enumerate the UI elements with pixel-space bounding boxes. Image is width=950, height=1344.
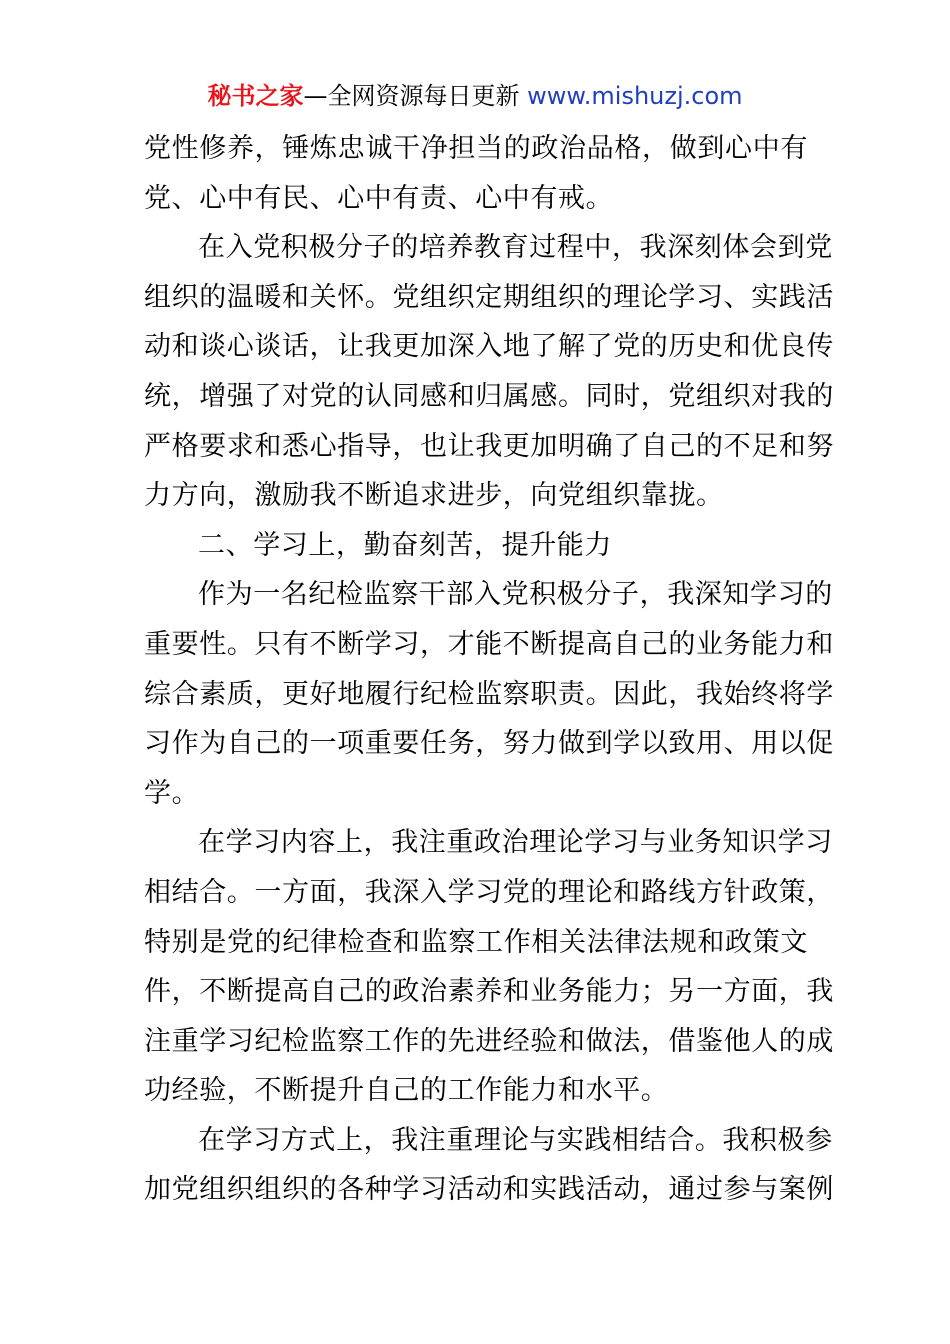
- text-line: 学。: [144, 777, 200, 809]
- text-line: 重要性。只有不断学习，才能不断提高自己的业务能力和: [144, 628, 834, 660]
- paragraph-start: 作为一名纪检监察干部入党积极分子，我深知学习的: [198, 579, 833, 611]
- paragraph-start: 在入党积极分子的培养教育过程中，我深刻体会到党: [198, 232, 833, 264]
- text-line: 力方向，激励我不断追求进步，向党组织靠拢。: [144, 480, 724, 512]
- text-line: 党性修养，锤炼忠诚干净担当的政治品格，做到心中有: [144, 133, 808, 164]
- text-line: 相结合。一方面，我深入学习党的理论和路线方针政策，: [144, 876, 834, 908]
- document-body: [144, 124, 834, 1215]
- text-line: 习作为自己的一项重要任务，努力做到学以致用、用以促: [144, 728, 834, 760]
- text-line: 特别是党的纪律检查和监察工作相关法律法规和政策文: [144, 926, 808, 958]
- brand-name: 秘书之家: [207, 82, 304, 110]
- text-line: 加党组织组织的各种学习活动和实践活动，通过参与案例: [144, 1174, 834, 1206]
- paragraph-start: 在学习内容上，我注重政治理论学习与业务知识学习: [198, 827, 833, 859]
- text-line: 统，增强了对党的认同感和归属感。同时，党组织对我的: [144, 380, 834, 412]
- text-line: 注重学习纪检监察工作的先进经验和做法，借鉴他人的成: [144, 1025, 834, 1057]
- header-tagline: —全网资源每日更新: [303, 82, 520, 110]
- text-line: 功经验，不断提升自己的工作能力和水平。: [144, 1075, 669, 1107]
- text-line: 综合素质，更好地履行纪检监察职责。因此，我始终将学: [144, 678, 834, 710]
- text-line: 组织的温暖和关怀。党组织定期组织的理论学习、实践活: [144, 281, 834, 313]
- text-line: 严格要求和悉心指导，也让我更加明确了自己的不足和努: [144, 430, 834, 462]
- text-line: 动和谈心谈话，让我更加深入地了解了党的历史和优良传: [144, 331, 834, 363]
- text-line: 党、心中有民、心中有责、心中有戒。: [144, 182, 614, 214]
- website-link[interactable]: www.mishuzj.com: [527, 82, 743, 110]
- paragraph-start: 在学习方式上，我注重理论与实践相结合。我积极参: [198, 1124, 833, 1156]
- text-line: 件，不断提高自己的政治素养和业务能力；另一方面，我: [144, 976, 834, 1008]
- page-header: [0, 80, 950, 112]
- section-heading: 二、学习上，勤奋刻苦，提升能力: [198, 529, 612, 561]
